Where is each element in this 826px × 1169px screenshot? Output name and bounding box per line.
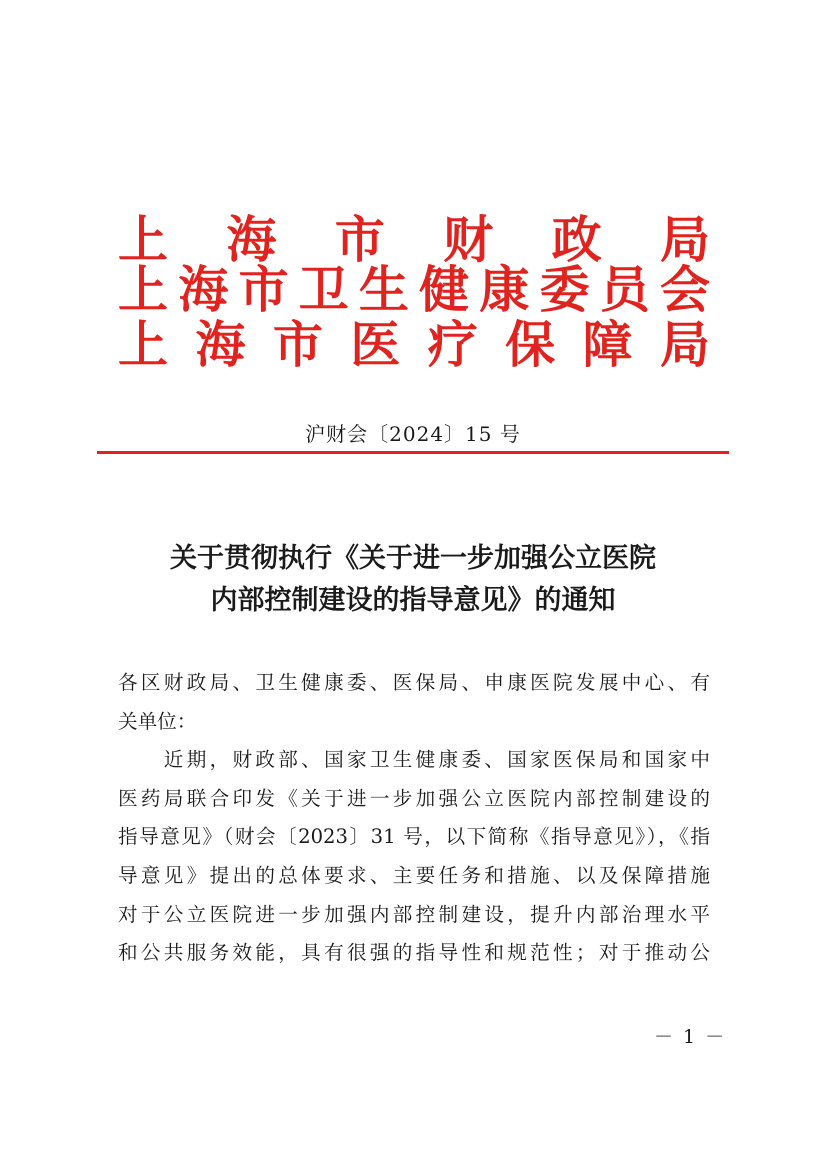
- masthead-char: 医: [350, 316, 401, 374]
- masthead-char: 委: [539, 261, 590, 319]
- masthead-char: 上: [118, 211, 168, 269]
- masthead-char: 卫: [298, 261, 349, 319]
- masthead-char: 财: [443, 211, 494, 269]
- masthead-char: 局: [659, 211, 710, 269]
- masthead-char: 会: [659, 261, 710, 319]
- masthead-char: 员: [599, 261, 650, 319]
- masthead-char: 市: [334, 211, 385, 269]
- masthead-char: 市: [272, 316, 323, 374]
- masthead-health-commission: [118, 261, 710, 319]
- masthead-char: 保: [505, 316, 556, 374]
- masthead-char: 市: [238, 261, 289, 319]
- red-divider-line: [97, 451, 729, 454]
- masthead-char: 健: [419, 261, 470, 319]
- title-line: 内部控制建设的指导意见》的通知: [210, 585, 616, 616]
- masthead-char: 障: [582, 316, 633, 374]
- paragraph-line: 和公共服务效能，具有很强的指导性和规范性；对于推动公: [118, 941, 710, 965]
- masthead-char: 疗: [427, 316, 478, 374]
- paragraph-line: 医药局联合印发《关于进一步加强公立医院内部控制建设的: [118, 786, 710, 810]
- title-line: 关于贯彻执行《关于进一步加强公立医院: [170, 543, 656, 574]
- masthead-char: 上: [118, 261, 168, 319]
- addressee-line: 关单位：: [118, 709, 197, 733]
- masthead-char: 政: [551, 211, 602, 269]
- masthead-char: 生: [358, 261, 409, 319]
- document-body: [118, 664, 710, 973]
- addressee-line: 各区财政局、卫生健康委、医保局、申康医院发展中心、有: [118, 671, 710, 694]
- masthead-char: 局: [659, 316, 710, 374]
- document-title: [0, 538, 826, 622]
- document-number: 沪财会〔2024〕15 号: [305, 422, 521, 446]
- masthead-char: 康: [479, 261, 530, 319]
- paragraph-line: 对于公立医院进一步加强内部控制建设，提升内部治理水平: [118, 902, 710, 926]
- paragraph-line: 指导意见》（财会〔2023〕31 号，以下简称《指导意见》），《指: [118, 825, 710, 849]
- masthead-char: 海: [178, 261, 229, 319]
- masthead-char: 上: [118, 316, 168, 374]
- masthead-char: 海: [195, 316, 246, 374]
- page-number: － 1 －: [654, 1026, 727, 1048]
- paragraph-line: 导意见》提出的总体要求、主要任务和措施、以及保障措施: [118, 863, 710, 887]
- masthead-healthcare-security-bureau: [118, 316, 710, 374]
- paragraph-line: 近期，财政部、国家卫生健康委、国家医保局和国家中: [118, 748, 710, 772]
- masthead-char: 海: [226, 211, 277, 269]
- masthead-finance-bureau: [118, 211, 710, 269]
